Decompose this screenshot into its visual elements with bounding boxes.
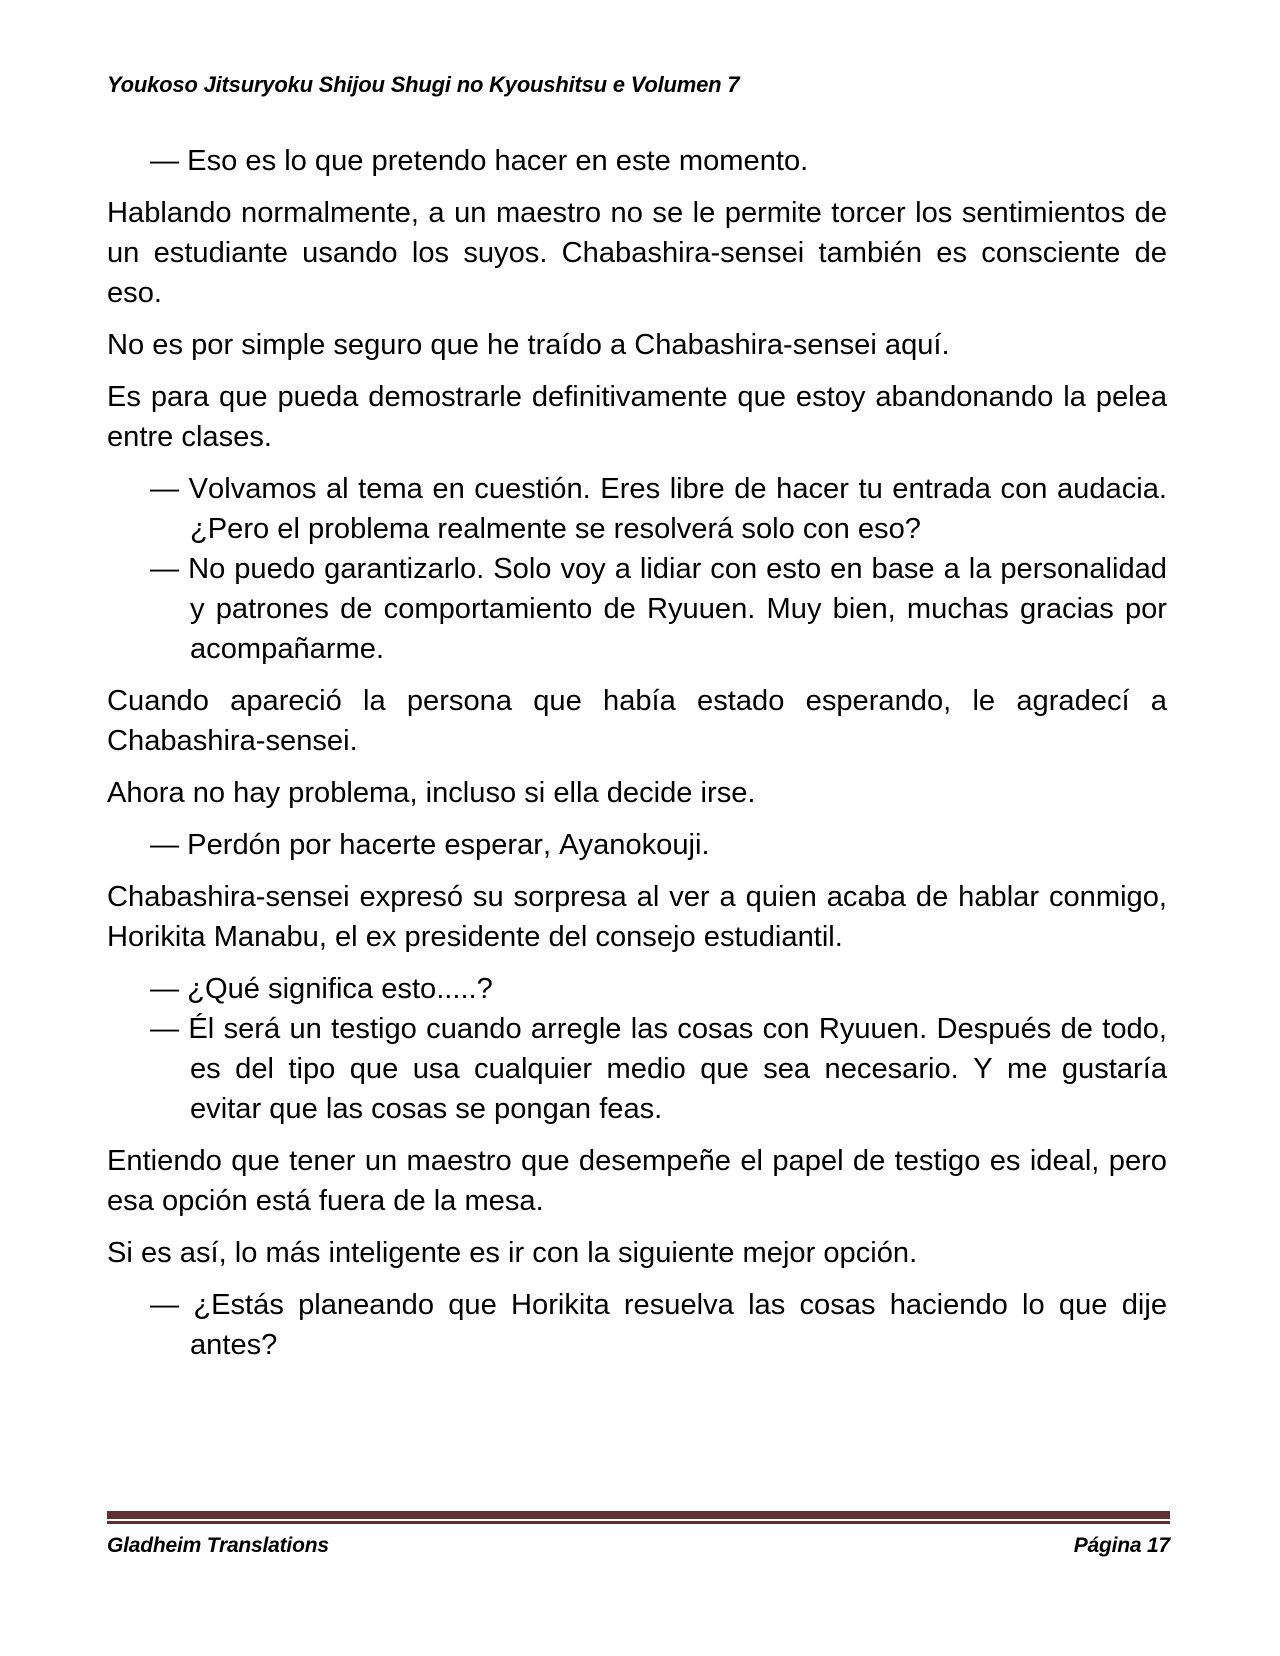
footer-rule-thin <box>107 1521 1170 1524</box>
footer-rule-thick <box>107 1511 1170 1519</box>
paragraph: No es por simple seguro que he traído a Chabashira-sensei aquí. <box>107 329 950 361</box>
paragraph: Chabashira-sensei expresó su sorpresa al ver a quien acaba de hablar conmigo, Horikita Manabu, el ex presidente del consejo estudiantil. <box>107 881 1167 953</box>
paragraph: Si es así, lo más inteligente es ir con la siguiente mejor opción. <box>107 1237 918 1269</box>
paragraph: Ahora no hay problema, incluso si ella decide irse. <box>107 777 756 809</box>
page-header-title: Youkoso Jitsuryoku Shijou Shugi no Kyoushitsu e Volumen 7 <box>107 72 740 97</box>
footer-translator-label: Gladheim Translations <box>107 1534 329 1557</box>
dialogue-line: — No puedo garantizarlo. Solo voy a lidiar con esto en base a la personalidad y patrones de comportamiento de Ryuuen. Muy bien, muchas gracias por acompañarme. <box>150 553 1167 665</box>
paragraph: Cuando apareció la persona que había estado esperando, le agradecí a Chabashira-sensei. <box>107 685 1167 757</box>
page-body <box>107 141 1167 1377</box>
page-footer <box>107 1511 1170 1559</box>
dialogue-line: — Volvamos al tema en cuestión. Eres libre de hacer tu entrada con audacia. ¿Pero el problema realmente se resolverá solo con eso? <box>150 473 1167 545</box>
dialogue-line: — Perdón por hacerte esperar, Ayanokouji. <box>150 829 710 861</box>
paragraph: Hablando normalmente, a un maestro no se le permite torcer los sentimientos de un estudiante usando los suyos. Chabashira-sensei también es consciente de eso. <box>107 197 1167 309</box>
dialogue-line: — ¿Qué significa esto.....? <box>150 973 493 1005</box>
footer-text-row <box>107 1533 1170 1559</box>
dialogue-line: — Él será un testigo cuando arregle las cosas con Ryuuen. Después de todo, es del tipo que usa cualquier medio que sea necesario. Y me gustaría evitar que las cosas se pongan feas. <box>150 1013 1167 1125</box>
footer-page-number: Página 17 <box>1073 1534 1170 1557</box>
paragraph: Es para que pueda demostrarle definitivamente que estoy abandonando la pelea entre clases. <box>107 381 1167 453</box>
dialogue-line: — ¿Estás planeando que Horikita resuelva las cosas haciendo lo que dije antes? <box>150 1289 1167 1361</box>
dialogue-line: — Eso es lo que pretendo hacer en este momento. <box>150 145 809 177</box>
paragraph: Entiendo que tener un maestro que desempeñe el papel de testigo es ideal, pero esa opción está fuera de la mesa. <box>107 1145 1167 1217</box>
